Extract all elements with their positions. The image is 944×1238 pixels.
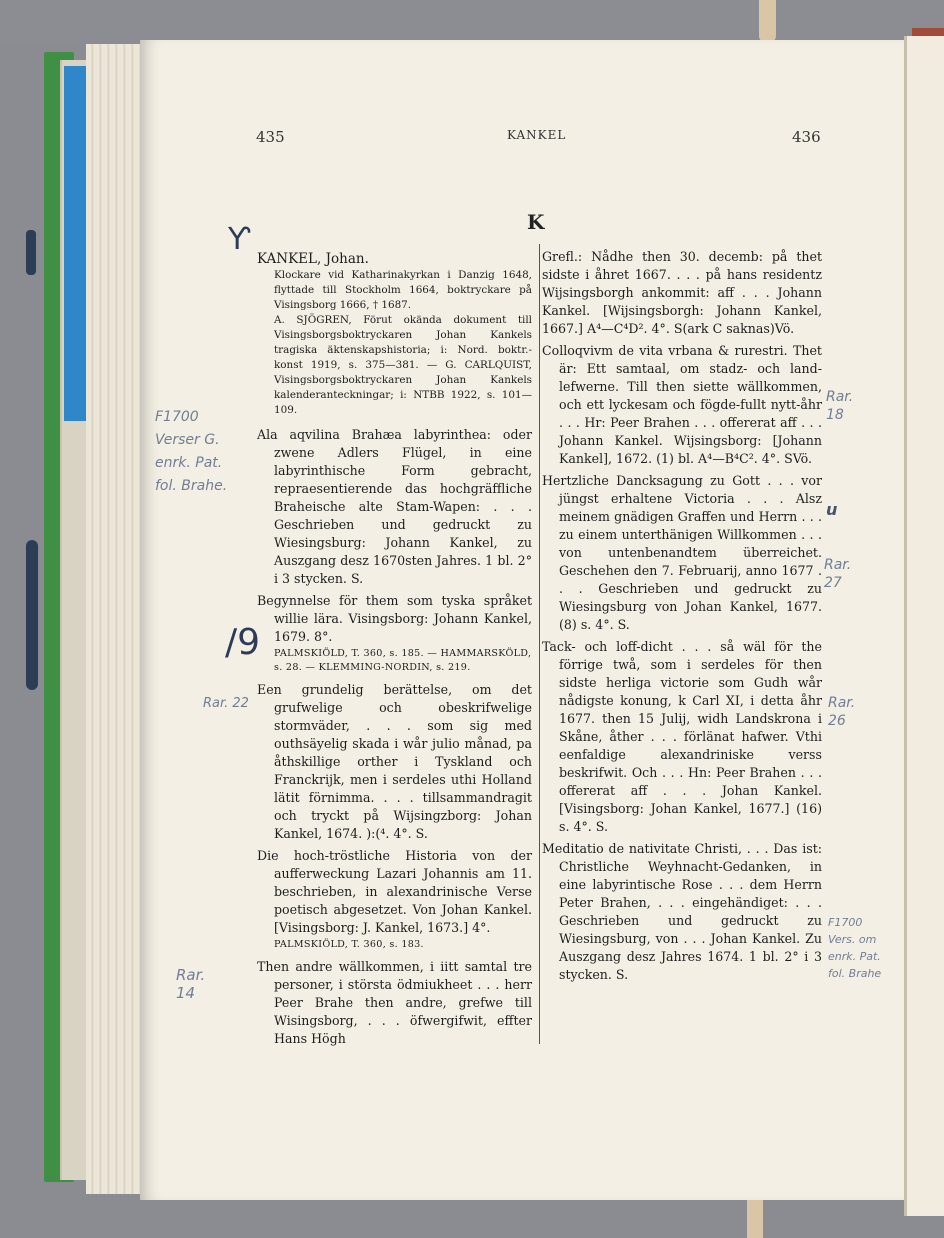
margin-mark: u	[826, 500, 838, 519]
book-clamp	[26, 540, 38, 690]
handwritten-cross-icon: Ƴ	[228, 222, 251, 257]
entry: Ala aqvilina Brahæa labyrinthea: oder zwene Adlers Flügel, in eine labyrinthische Form gebracht, repraesentierende das hochgräffliche Braheische alte Stam-Wapen: . . . Geschrieben und gedruckt zu Wiesingsburg: Johann Kankel, zu Auszgang desz 1670sten Jahres. 1 bl. 2° i 3 stycken. S.	[257, 427, 532, 586]
entry: Begynnelse för them som tyska språket willie lära. Visingsborg: Johann Kankel, 1679. 8°.	[257, 593, 532, 644]
left-column	[257, 250, 532, 1052]
column-divider	[539, 244, 540, 1044]
margin-note: Rar. 27	[824, 557, 852, 591]
entry-reference: PALMSKIÖLD, T. 360, s. 185. — HAMMARSKÖLD, s. 28. — KLEMMING-NORDIN, s. 219.	[274, 648, 532, 673]
author-heading: KANKEL, Johan.	[257, 251, 369, 267]
book-clamp-top	[26, 230, 36, 275]
margin-note: F1700 Verser G. enrk. Pat. fol. Brahe.	[155, 409, 228, 494]
section-letter: K	[527, 210, 545, 234]
margin-note: Rar. 14	[176, 966, 206, 1002]
author-bio: Klockare vid Katharinakyrkan i Danzig 1648, flyttade till Stockholm 1664, boktryckare på Visingsborg 1666, † 1687.	[274, 269, 532, 311]
entry: Die hoch-tröstliche Historia von der aufferweckung Lazari Johannis am 11. beschrieben, in alexandrinische Verse poetisch abgesetzet. Von Johan Kankel. [Visingsborg: J. Kankel, 1673.] 4°.	[257, 848, 532, 935]
next-page-edge	[904, 36, 944, 1216]
margin-note: Rar. 18	[826, 389, 854, 423]
bookmark-tab-top	[759, 0, 776, 42]
entry: Hertzliche Dancksagung zu Gott . . . vor jüngst erhaltene Victoria . . . Alsz meinem gnädigen Graffen und Herrn . . . zu einem unterthänigen Willkommen . . . von untenbenandtem überreichet. Geschehen den 7. Februarij, anno 1677 . . . Geschrieben und gedruckt zu Wiesingsburg von Johan Kankel, 1677. (8) s. 4°. S.	[542, 473, 822, 632]
entry-reference: PALMSKIÖLD, T. 360, s. 183.	[274, 939, 424, 950]
entry: Meditatio de nativitate Christi, . . . Das ist: Christliche Weyhnacht-Gedanken, in eine labyrintische Rose . . . dem Herrn Peter Brahen, . . . eingehändiget: . . . Geschrieben und gedruckt zu Wiesingsburg, von . . . Johan Kankel. Zu Auszgang desz Jahres 1674. 1 bl. 2° i 3 stycken. S.	[542, 841, 822, 982]
page-number-right: 436	[792, 128, 821, 146]
entry-continued: Grefl.: Nådhe then 30. decemb: på thet sidste i åhret 1667. . . . på hans residentz Wijsingsborgh ankommit: aff . . . Johann Kankel. [Wijsingsborgh: Johann Kankel, 1667.] A⁴—C⁴D². 4°. S(ark C saknas)Vö.	[542, 249, 822, 336]
margin-note: Rar. 26	[828, 695, 856, 729]
entry: Tack- och loff-dicht . . . så wäl för the förrige twå, som i serdeles för then sidste herliga victorie som Gudh wår nådigste konung, k Carl XI, i detta åhr 1677. then 15 Julij, widh Landskrona i Skåne, åther . . . förlänat hafwer. Vthi eenfaldige alexandriniske verss beskrifwit. Och . . . Hn: Peer Brahen . . . offererat aff . . . Johan Kankel. [Visingsborg: Johan Kankel, 1677.] (16) s. 4°. S.	[542, 639, 822, 834]
cover-blue-label	[64, 66, 88, 421]
entry: Colloqvivm de vita vrbana & rurestri. Thet är: Ett samtaal, om stadz- och land-lefwerne. Till then siette wällkommen, och ett lyckesam och fögde-fullt nytt-åhr . . . Hr: Peer Brahen . . . offererat aff . . . Johann Kankel. Wijsingsborg: [Johann Kankel], 1672. (1) bl. A⁴—B⁴C². 4°. SVö.	[542, 343, 822, 466]
page-number-left: 435	[256, 128, 285, 146]
entry: Een grundelig berättelse, om det grufwelige och obeskrifwelige stormväder, . . . som sig med outhsäyelig skada i wår julio månad, pa åthskillige orther i Tyskland och Franckrijk, men i serdeles uthi Holland lätit förnimma. . . . tillsammandragit och tryckt på Wijsingzborg: Johan Kankel, 1674. ):(⁴. 4°. S.	[257, 682, 532, 841]
margin-note: Rar. 22	[203, 696, 249, 711]
right-column	[542, 248, 822, 988]
background	[0, 0, 944, 45]
handwritten-slash-mark-icon: /9	[225, 622, 261, 663]
entry: Then andre wällkommen, i iitt samtal tre personer, i största ödmiukheet . . . herr Peer Brahe then andre, grefwe till Wisingsborg, . . . öfwergifwit, effter Hans Högh	[257, 959, 532, 1046]
margin-note: F1700 Vers. om enrk. Pat. fol. Brahe	[828, 916, 882, 980]
author-literature: A. SJÖGREN, Förut okända dokument till Visingsborgsboktryckaren Johan Kankels tragiska äktenskapshistoria; i: Nord. boktr.-konst 1919, s. 375—381. — G. CARLQUIST, Visingsborgsboktryckaren Johan Kankels kalenderanteckningar; i: NTBB 1922, s. 101—109.	[274, 314, 532, 416]
running-title: KANKEL	[507, 128, 567, 142]
